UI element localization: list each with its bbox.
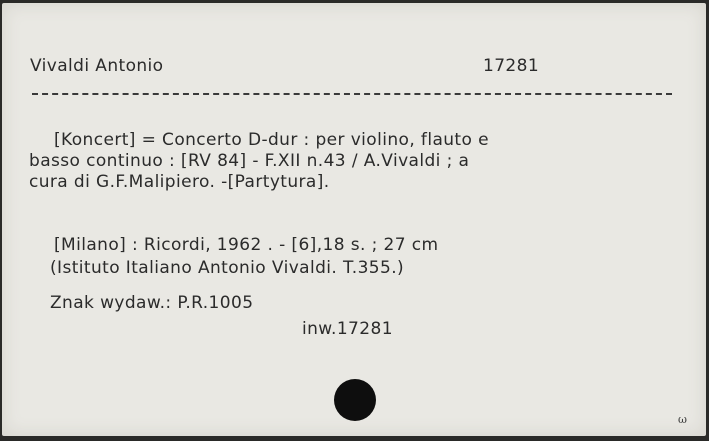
author-heading: Vivaldi Antonio <box>30 56 164 76</box>
title-line-3: cura di G.F.Malipiero. -[Partytura]. <box>29 172 330 192</box>
dashed-divider <box>32 93 672 95</box>
punch-hole <box>334 379 376 421</box>
title-line-2: basso continuo : [RV 84] - F.XII n.43 / A.Vivaldi ; a <box>29 151 470 171</box>
imprint-line-1: [Milano] : Ricordi, 1962 . - [6],18 s. ; 27 cm <box>54 235 439 255</box>
corner-mark: ω <box>678 413 687 426</box>
publisher-number: Znak wydaw.: P.R.1005 <box>50 293 254 313</box>
series-line: (Istituto Italiano Antonio Vivaldi. T.355.) <box>50 258 405 278</box>
card-number: 17281 <box>483 56 540 76</box>
title-line-1: [Koncert] = Concerto D-dur : per violino, flauto e <box>54 130 489 150</box>
catalog-card <box>2 3 706 436</box>
inventory-number: inw.17281 <box>302 319 393 339</box>
